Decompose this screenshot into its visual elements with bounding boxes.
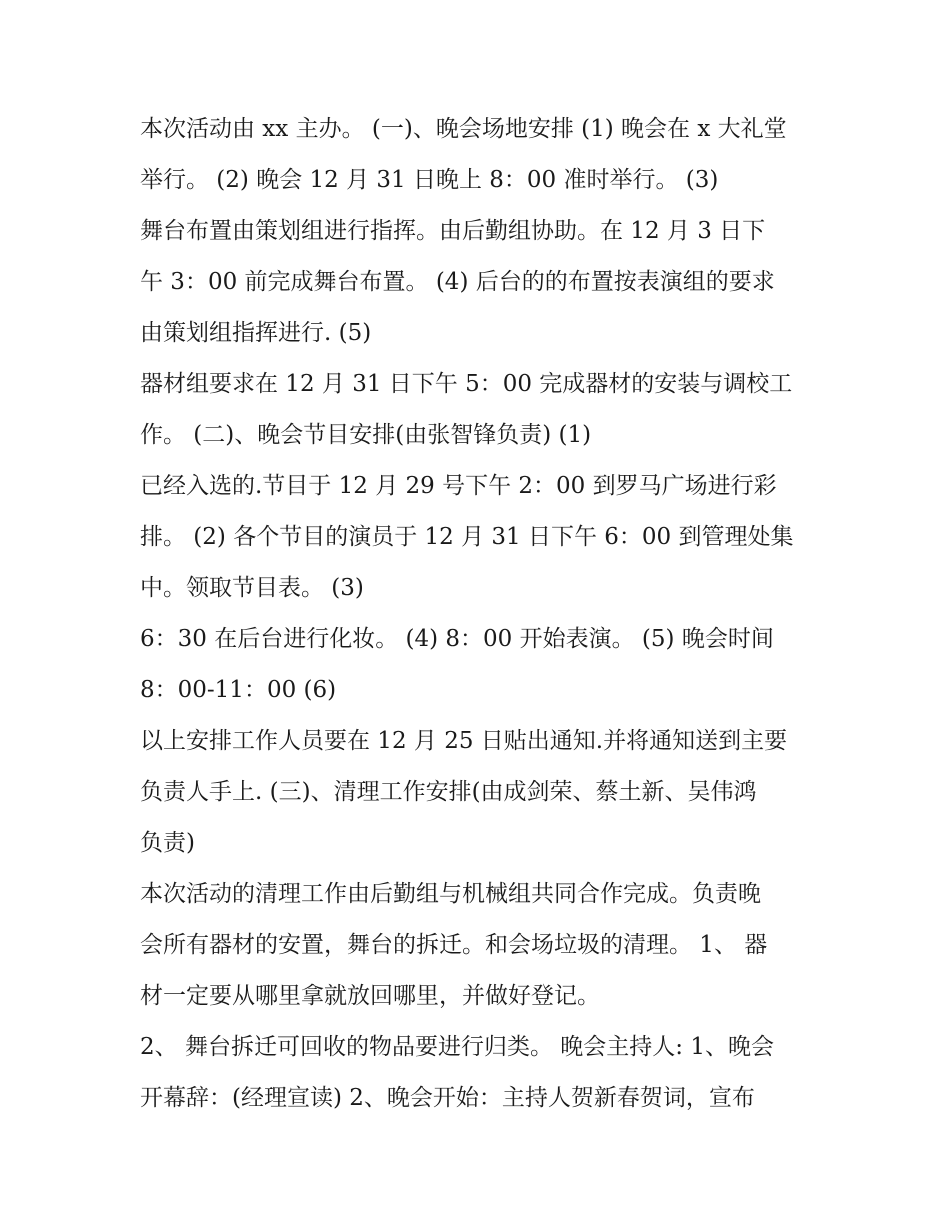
text-line: 2、 舞台拆迁可回收的物品要进行归类。 晚会主持人: 1、晚会 — [140, 1034, 774, 1060]
text-line: 器材组要求在 12 月 31 日下午 5：00 完成器材的安装与调校工 — [140, 371, 793, 397]
text-line: 排。 (2) 各个节目的演员于 12 月 31 日下午 6：00 到管理处集 — [140, 524, 794, 550]
text-line: 负责人手上. (三)、清理工作安排(由成剑荣、蔡土新、吴伟鸿 — [140, 779, 757, 805]
text-line: 负责) — [140, 830, 195, 856]
text-line: 8：00-11：00 (6) — [140, 677, 337, 703]
text-line: 作。 (二)、晚会节目安排(由张智锋负责) (1) — [140, 422, 592, 448]
text-line: 本次活动的清理工作由后勤组与机械组共同合作完成。负责晚 — [140, 881, 761, 907]
text-line: 中。领取节目表。 (3) — [140, 575, 364, 601]
text-line: 材一定要从哪里拿就放回哪里，并做好登记。 — [140, 983, 600, 1009]
text-line: 举行。 (2) 晚会 12 月 31 日晚上 8：00 准时举行。 (3) — [140, 167, 719, 193]
text-line: 以上安排工作人员要在 12 月 25 日贴出通知.并将通知送到主要 — [140, 728, 788, 754]
text-line: 本次活动由 xx 主办。 (一)、晚会场地安排 (1) 晚会在 x 大礼堂 — [140, 116, 787, 142]
text-line: 舞台布置由策划组进行指挥。由后勤组协助。在 12 月 3 日下 — [140, 218, 766, 244]
document-page — [140, 104, 820, 1124]
text-line: 已经入选的.节目于 12 月 29 号下午 2：00 到罗马广场进行彩 — [140, 473, 777, 499]
text-line: 开幕辞：(经理宣读) 2、晚会开始：主持人贺新春贺词，宣布 — [140, 1085, 755, 1111]
text-line: 由策划组指挥进行. (5) — [140, 320, 372, 346]
text-line: 午 3：00 前完成舞台布置。 (4) 后台的的布置按表演组的要求 — [140, 269, 775, 295]
text-line: 会所有器材的安置，舞台的拆迁。和会场垃圾的清理。 1、 器 — [140, 932, 768, 958]
text-line: 6：30 在后台进行化妆。 (4) 8：00 开始表演。 (5) 晚会时间 — [140, 626, 774, 652]
